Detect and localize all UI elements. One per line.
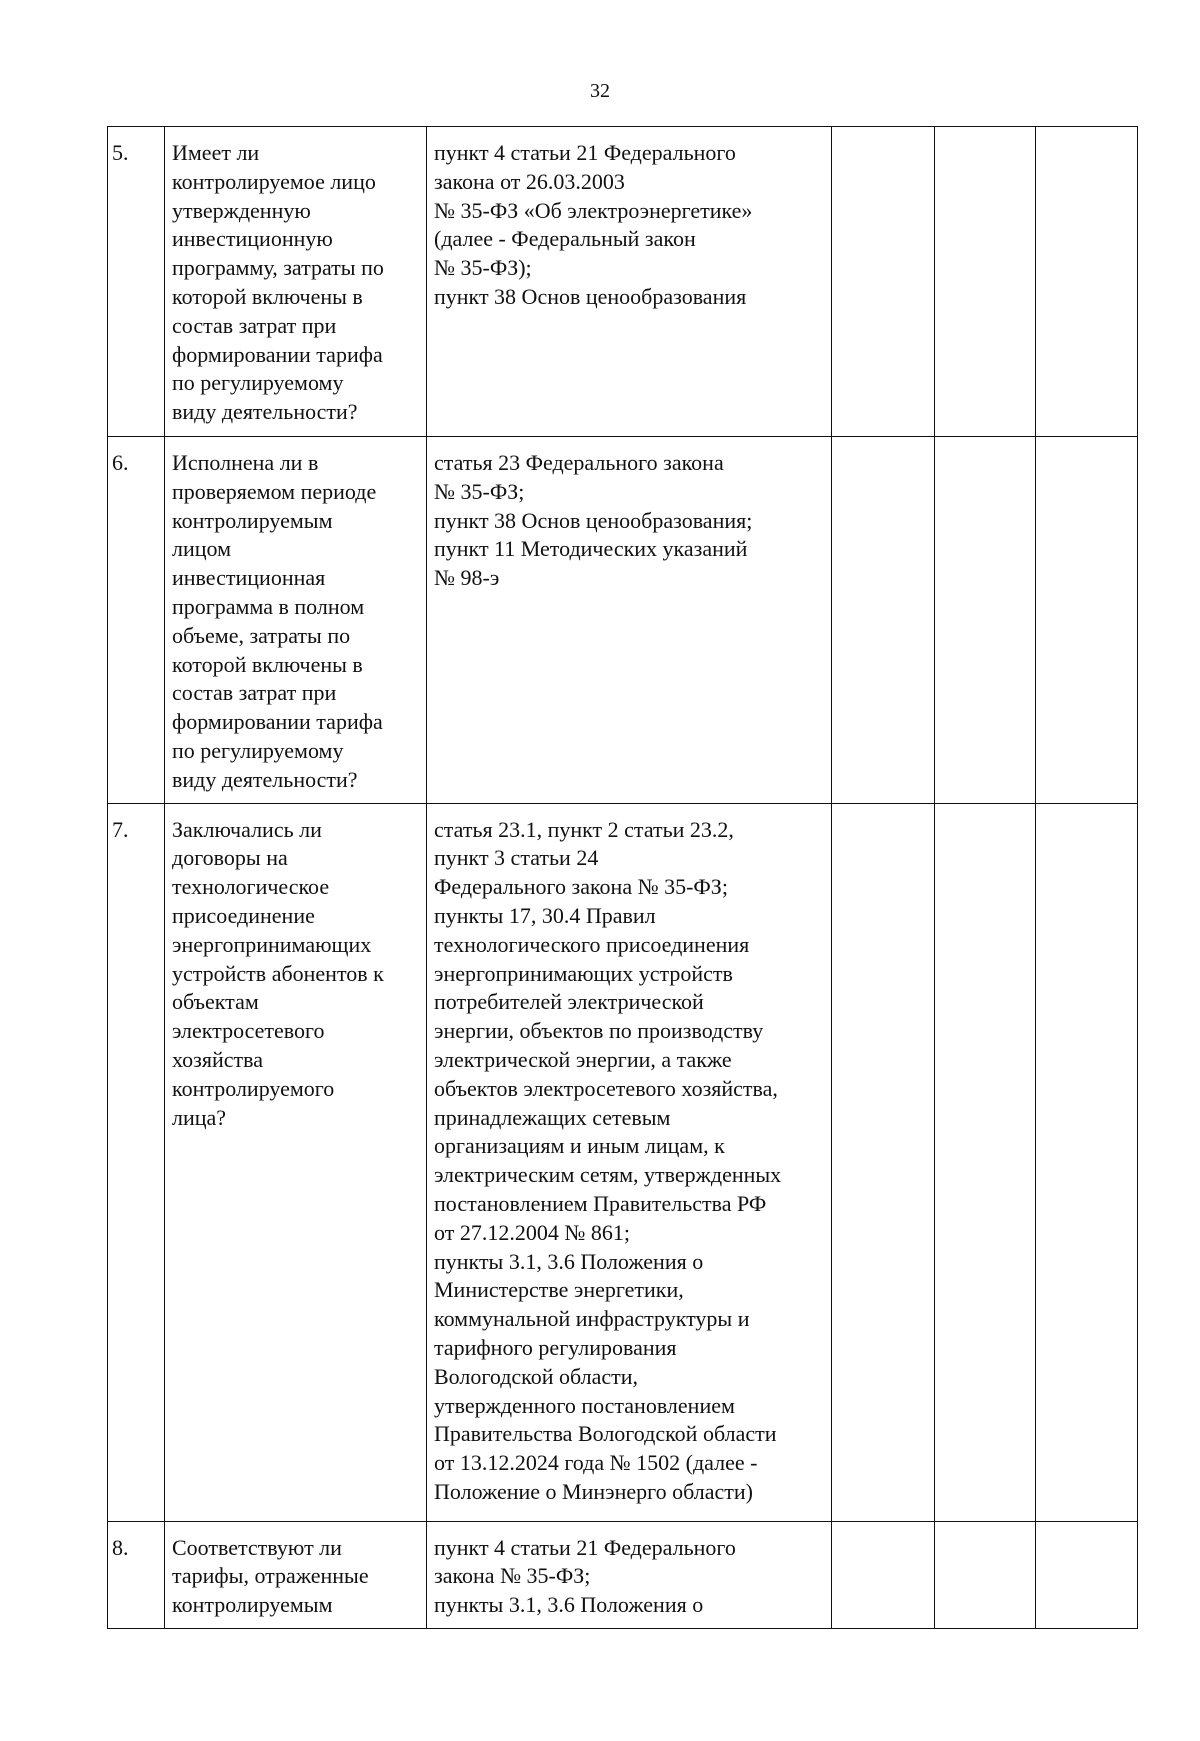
row-number: 8. xyxy=(108,1521,165,1628)
table-row xyxy=(108,127,1138,437)
answer-cell-no xyxy=(935,803,1036,1521)
answer-cell-no xyxy=(935,437,1036,804)
checklist-table xyxy=(107,126,1138,1629)
table-row xyxy=(108,803,1138,1521)
answer-cell-yes xyxy=(832,437,935,804)
answer-cell-na xyxy=(1036,1521,1138,1628)
answer-cell-na xyxy=(1036,127,1138,437)
question-cell: Исполнена ли в проверяемом периоде контролируемым лицом инвестиционная программа в полном объеме, затраты по которой включены в состав затрат при формировании тарифа по регулируемому виду деятельности? xyxy=(165,437,427,804)
answer-cell-no xyxy=(935,127,1036,437)
reference-cell: пункт 4 статьи 21 Федерального закона от 26.03.2003 № 35-ФЗ «Об электроэнергетике» (далее - Федеральный закон № 35-ФЗ); пункт 38 Основ ценообразования xyxy=(427,127,832,437)
answer-cell-na xyxy=(1036,437,1138,804)
answer-cell-na xyxy=(1036,803,1138,1521)
row-number: 6. xyxy=(108,437,165,804)
page-number: 32 xyxy=(590,80,610,102)
reference-cell: статья 23.1, пункт 2 статьи 23.2, пункт 3 статьи 24 Федерального закона № 35-ФЗ; пункты 17, 30.4 Правил технологического присоединения энергопринимающих устройств потребителей электрической энергии, объектов по производству электрической энергии, а также объектов электросетевого хозяйства, принадлежащих сетевым организациям и иным лицам, к электрическим сетям, утвержденных постановлением Правительства РФ от 27.12.2004 № 861; пункты 3.1, 3.6 Положения о Министерстве энергетики, коммунальной инфраструктуры и тарифного регулирования Вологодской области, утвержденного постановлением Правительства Вологодской области от 13.12.2024 года № 1502 (далее - Положение о Минэнерго области) xyxy=(427,803,832,1521)
row-number: 5. xyxy=(108,127,165,437)
question-cell: Соответствуют ли тарифы, отраженные контролируемым xyxy=(165,1521,427,1628)
answer-cell-no xyxy=(935,1521,1036,1628)
table-row xyxy=(108,437,1138,804)
question-cell: Заключались ли договоры на технологическое присоединение энергопринимающих устройств абонентов к объектам электросетевого хозяйства контролируемого лица? xyxy=(165,803,427,1521)
table-row xyxy=(108,1521,1138,1628)
reference-cell: пункт 4 статьи 21 Федерального закона № 35-ФЗ; пункты 3.1, 3.6 Положения о xyxy=(427,1521,832,1628)
reference-cell: статья 23 Федерального закона № 35-ФЗ; пункт 38 Основ ценообразования; пункт 11 Методических указаний № 98-э xyxy=(427,437,832,804)
answer-cell-yes xyxy=(832,803,935,1521)
question-cell: Имеет ли контролируемое лицо утвержденную инвестиционную программу, затраты по которой включены в состав затрат при формировании тарифа по регулируемому виду деятельности? xyxy=(165,127,427,437)
row-number: 7. xyxy=(108,803,165,1521)
answer-cell-yes xyxy=(832,127,935,437)
answer-cell-yes xyxy=(832,1521,935,1628)
